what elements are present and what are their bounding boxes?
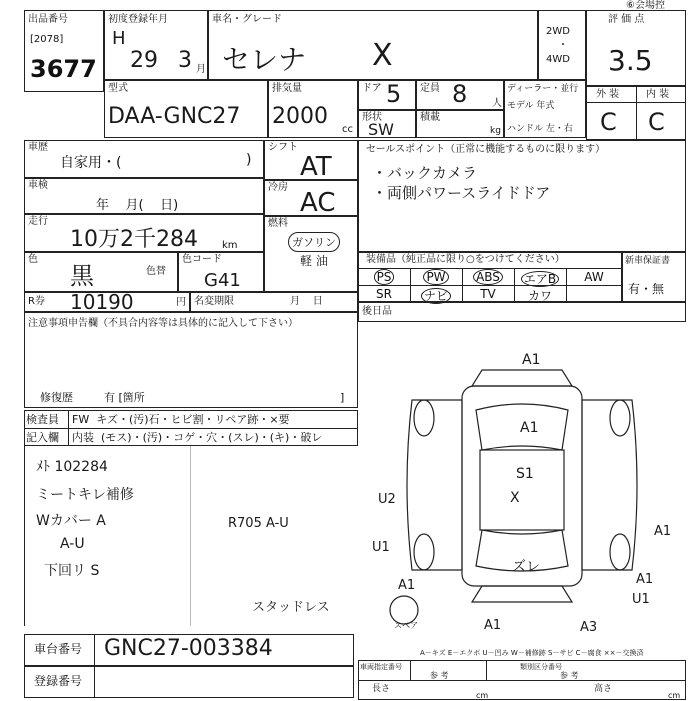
month-unit: 月: [196, 64, 206, 75]
chassis-value: GNC27-003384: [104, 636, 273, 661]
shift-value: AT: [300, 152, 332, 182]
interior-grade: C: [648, 108, 665, 136]
caution-label: 注意事項申告欄（不具合内容等は具体的に記入して下さい）: [28, 318, 298, 329]
title-limit-value: 月 日: [290, 296, 323, 307]
note-3: Wカバー A: [36, 513, 106, 529]
entry-label: 記入欄: [26, 431, 59, 444]
ac-label: 冷房: [268, 182, 288, 193]
history-label: 車歴: [28, 142, 48, 153]
doors-label: ドア: [362, 83, 382, 94]
diagram-mark-zure: ズレ: [512, 559, 540, 575]
model-name: セレナ: [222, 43, 307, 76]
ref-box-label: 車両指定番号: [360, 663, 402, 671]
color-code-label: 色コード: [182, 254, 222, 265]
lot-number: 3677: [30, 55, 97, 83]
equip-aw: AW: [584, 270, 604, 284]
note-5: 下回リ S: [44, 563, 100, 579]
drive-4wd: 4WD: [546, 54, 570, 65]
color-value: 黒: [70, 262, 94, 290]
ref-value-1: 参 考: [430, 671, 449, 680]
load-label: 積載: [420, 112, 440, 123]
equipment-label: 装備品（純正品に限り○をつけてください）: [366, 254, 565, 265]
displacement-value: 2000: [272, 104, 328, 129]
diagram-mark-a1-bottom: A1: [484, 618, 502, 633]
diagram-mark-x: X: [510, 490, 520, 506]
inspector-items: FW キズ・(汚)石・ヒビ割・リペア跡・×要: [72, 413, 290, 426]
type-value: DAA-GNC27: [108, 104, 241, 129]
dealer-label: ディーラー・並行: [507, 84, 579, 94]
reg-label: 登録番号: [34, 674, 83, 688]
kg-unit: kg: [490, 126, 501, 136]
diagram-mark-a1-hood: A1: [520, 420, 539, 436]
sales-point-line-1: ・バックカメラ: [372, 164, 478, 182]
grade-value: X: [372, 38, 393, 73]
note-2: ミートキレ補修: [36, 487, 134, 503]
history-close: ): [246, 152, 252, 168]
color-change-label: 色替: [146, 266, 166, 277]
back-seat-label: 後日品: [362, 306, 392, 317]
mileage-value: 10万2千284: [70, 227, 198, 252]
displacement-label: 排気量: [272, 83, 302, 94]
sales-points-label: セールスポイント（正常に機能するものに限ります）: [366, 144, 606, 155]
equip-kawa: カワ: [527, 289, 552, 303]
ref-value-2: 参 考: [560, 671, 579, 680]
title-limit-label: 名変期限: [194, 296, 234, 307]
recycle-label: R券: [28, 296, 45, 307]
note-6: R705 A-U: [228, 516, 289, 531]
diagram-mark-a1-left-rear: A1: [398, 578, 416, 593]
color-label: 色: [28, 254, 38, 265]
diagram-mark-a1-right: A1: [654, 524, 672, 539]
fuel-alt: 軽 油: [300, 254, 328, 268]
diagram-mark-a1-right-rear: A1: [636, 572, 654, 587]
sales-point-line-2: ・両側パワースライドドア: [372, 184, 551, 202]
model-label: 車名・グレード: [212, 14, 282, 25]
inspection-value: 年 月( 日): [96, 198, 179, 213]
diagram-mark-a3: A3: [580, 620, 598, 635]
year-value: 29: [130, 48, 158, 73]
score-label: 評 価 点: [608, 14, 645, 25]
length-label: 長さ: [372, 684, 391, 694]
top-right-text: ⑥会場控: [626, 0, 665, 11]
mileage-label: 走行: [28, 216, 48, 227]
chassis-label: 車台番号: [34, 642, 83, 656]
height-unit: cm: [668, 691, 681, 700]
capacity-value: 8: [452, 80, 468, 108]
equip-sr: SR: [376, 287, 392, 301]
repair-value: 有 [箇所: [104, 391, 145, 404]
diagram-legend: A－キズ E－エクボ U－凹み W－補修跡 S－サビ C－腐食 ××－交換済: [420, 649, 644, 657]
history-value: 自家用・(: [60, 155, 122, 171]
yen-unit: 円: [176, 297, 186, 308]
entry-items: 内装 (モス)・(汚)・コゲ・穴・(スレ)・(キ)・破レ: [72, 431, 323, 444]
exterior-grade: C: [600, 108, 617, 136]
model-year-label: モデル 年式: [507, 101, 555, 111]
equip-tv: TV: [480, 287, 496, 301]
km-unit: km: [222, 240, 238, 251]
diagram-mark-s1: S1: [516, 466, 534, 482]
ac-value: AC: [300, 188, 336, 218]
color-code-value: G41: [204, 270, 241, 291]
note-1: ﾒﾄ 102284: [36, 459, 108, 475]
exterior-label: 外 装: [596, 89, 620, 100]
equip-abs: ABS: [466, 270, 510, 284]
inspector-label: 検査員: [26, 413, 59, 426]
lot-label: 出品番号: [28, 14, 68, 25]
score-value: 3.5: [608, 44, 653, 77]
drive-2wd: 2WD: [546, 26, 570, 37]
note-7: スタッドレス: [252, 600, 330, 615]
first-reg-label: 初度登録年月: [108, 14, 168, 25]
length-unit: cm: [476, 691, 489, 700]
repair-close: ]: [340, 391, 345, 404]
equip-navi: ナビ: [414, 287, 458, 304]
capacity-label: 定員: [420, 83, 440, 94]
diagram-mark-u1-right: U1: [632, 592, 650, 607]
fuel-label: 燃料: [268, 218, 288, 229]
note-4: A-U: [60, 536, 85, 552]
person-unit: 人: [492, 98, 502, 109]
cc-unit: cc: [342, 124, 353, 135]
repair-label: 修復歴: [40, 391, 73, 404]
drive-dot: ・: [558, 40, 568, 51]
height-label: 高さ: [594, 684, 613, 694]
equip-ps: PS: [362, 270, 406, 284]
warranty-label: 新車保証書: [625, 256, 671, 266]
diagram-mark-u2: U2: [378, 492, 396, 507]
inspection-label: 車検: [28, 180, 48, 191]
fuel-value: ガソリン: [288, 232, 340, 252]
equip-pw: PW: [414, 270, 458, 284]
spare-label: スペア: [394, 621, 418, 630]
era-value: H: [112, 28, 126, 49]
shift-label: シフト: [268, 142, 298, 153]
back-seat-box: [358, 302, 686, 322]
diagram-mark-a1-top: A1: [522, 352, 541, 368]
ref-box-label-2: 類別区分番号: [520, 663, 562, 671]
interior-label: 内 装: [646, 89, 670, 100]
recycle-value: 10190: [70, 290, 134, 314]
month-value: 3: [178, 48, 192, 73]
type-label: 型式: [108, 83, 128, 94]
doors-value: 5: [386, 80, 402, 108]
lot-code: [2078]: [30, 34, 64, 45]
shape-label: 形状: [362, 112, 382, 123]
shape-value: SW: [368, 120, 394, 139]
handle-label: ハンドル 左・右: [507, 124, 573, 134]
diagram-mark-u1-left: U1: [372, 540, 390, 555]
warranty-value: 有・無: [628, 282, 665, 296]
equip-airbag: エアB: [518, 270, 562, 287]
